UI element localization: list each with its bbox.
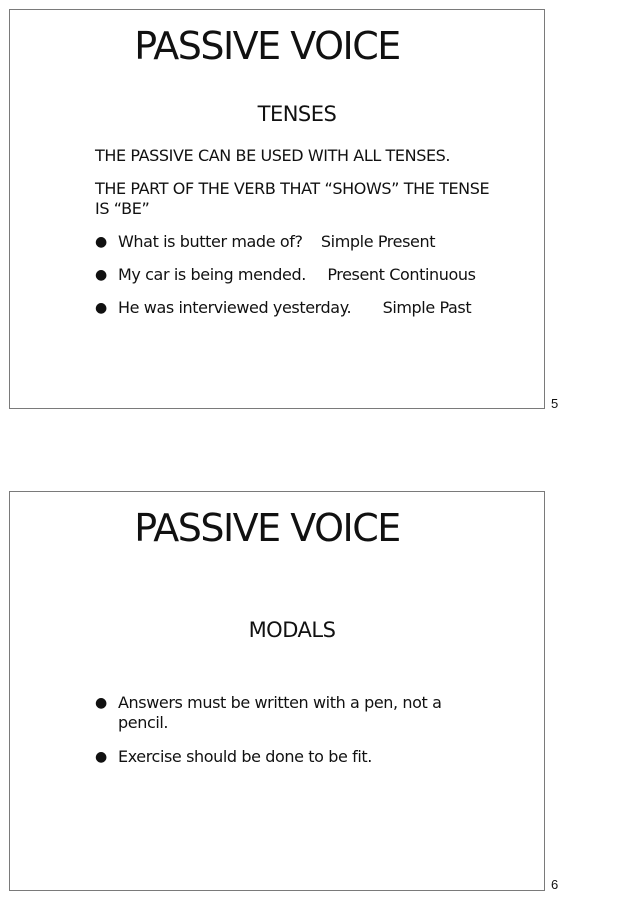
slide-title: PASSIVE VOICE bbox=[134, 506, 400, 550]
tense-label: Simple Present bbox=[320, 232, 436, 251]
bullet-item bbox=[95, 693, 475, 733]
bullet-icon: ● bbox=[95, 695, 107, 711]
body-line: THE PART OF THE VERB THAT “SHOWS” THE TENSE IS “BE” bbox=[95, 179, 490, 218]
bullet-list bbox=[95, 232, 476, 331]
example-sentence: He was interviewed yesterday. bbox=[118, 298, 352, 317]
bullet-icon: ● bbox=[95, 234, 107, 250]
bullet-item bbox=[95, 747, 475, 767]
tense-label: Simple Past bbox=[382, 298, 472, 317]
slide-subtitle: TENSES bbox=[257, 102, 337, 126]
bullet-icon: ● bbox=[95, 300, 107, 316]
bullet-icon: ● bbox=[95, 749, 107, 765]
body-line: THE PASSIVE CAN BE USED WITH ALL TENSES. bbox=[95, 146, 451, 165]
example-sentence: Exercise should be done to be fit. bbox=[118, 747, 372, 766]
bullet-item bbox=[95, 298, 476, 331]
slide-subtitle: MODALS bbox=[248, 618, 336, 642]
page-number: 6 bbox=[551, 877, 559, 892]
bullet-item bbox=[95, 232, 476, 265]
example-sentence: My car is being mended. bbox=[118, 265, 306, 284]
page-number: 5 bbox=[551, 396, 559, 411]
example-sentence: What is butter made of? bbox=[118, 232, 303, 251]
bullet-list bbox=[95, 693, 475, 781]
example-sentence: Answers must be written with a pen, not a pencil. bbox=[118, 693, 442, 732]
slide-title: PASSIVE VOICE bbox=[134, 24, 400, 68]
bullet-item bbox=[95, 265, 476, 298]
slide-5 bbox=[9, 9, 545, 409]
slide-6 bbox=[9, 491, 545, 891]
tense-label: Present Continuous bbox=[327, 265, 476, 284]
bullet-icon: ● bbox=[95, 267, 107, 283]
